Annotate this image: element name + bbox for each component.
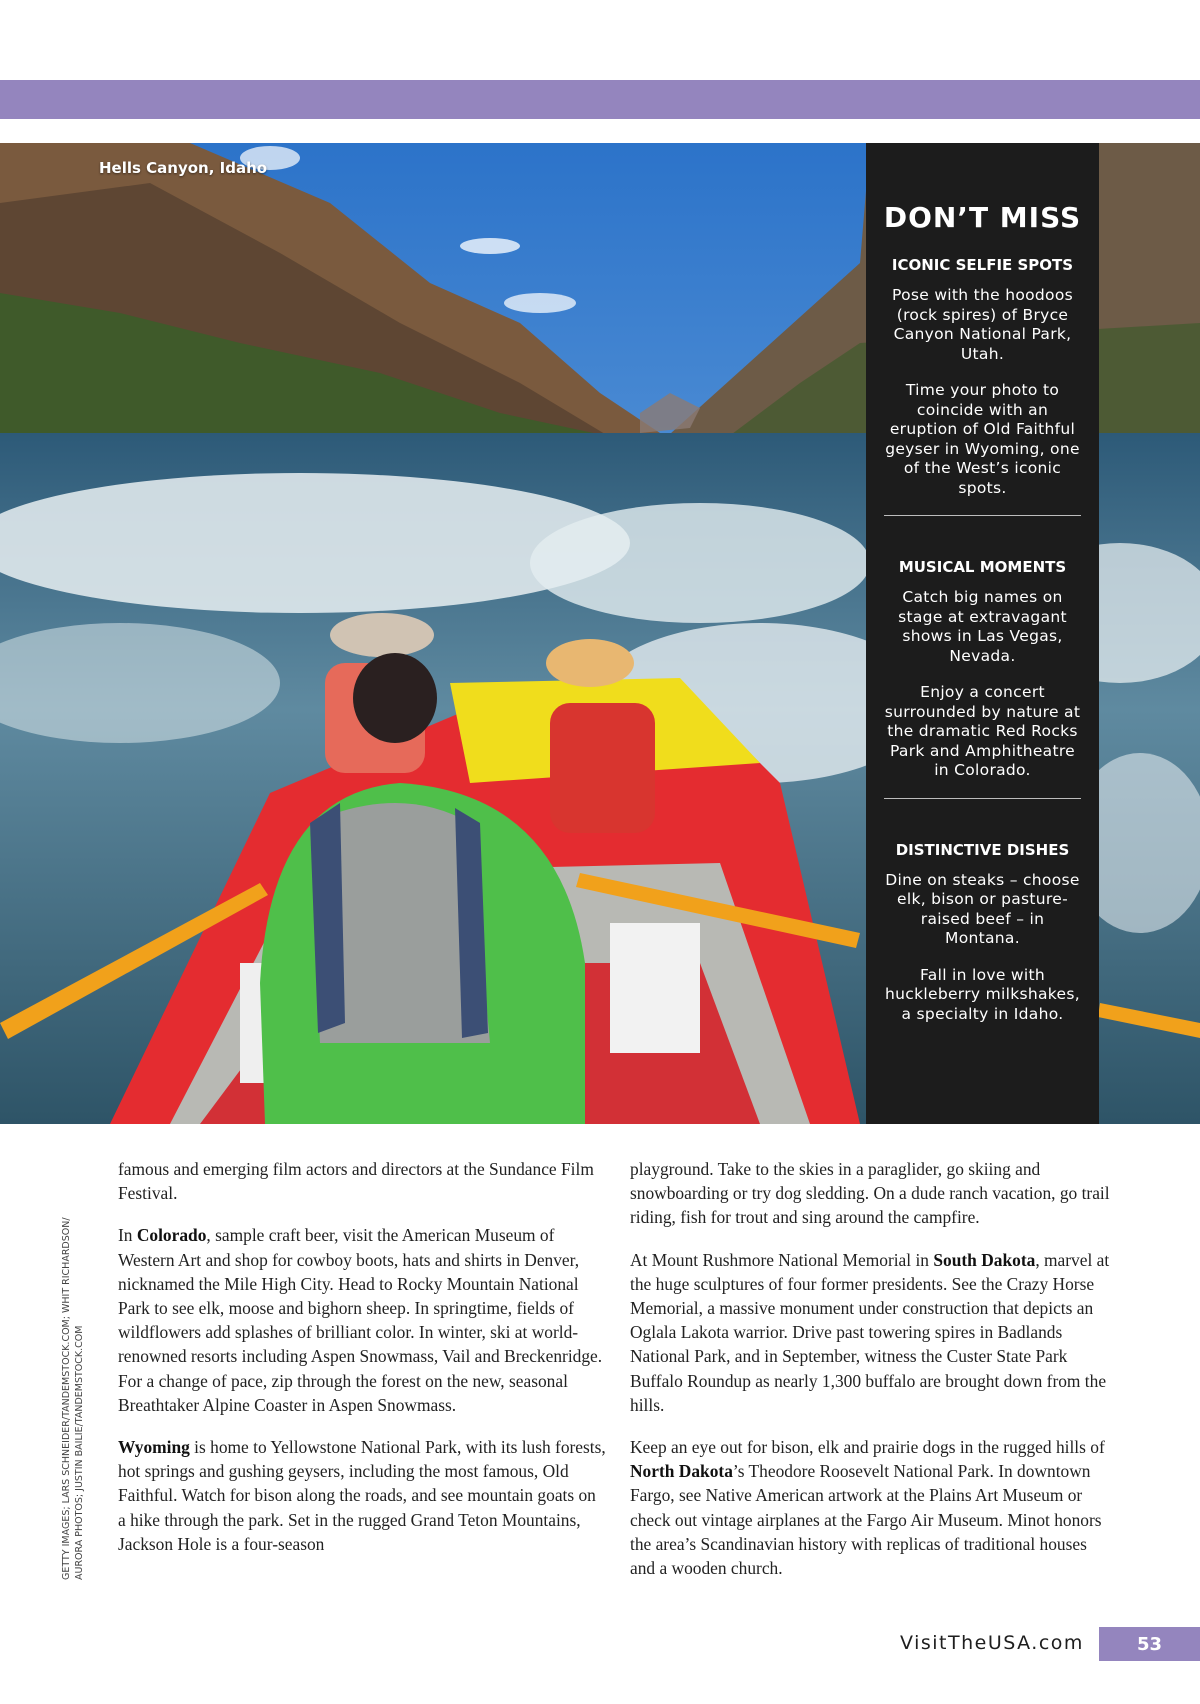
sidebar-divider [884,798,1081,799]
section-item: Dine on steaks – choose elk, bison or pasture-raised beef – in Montana. [885,870,1080,947]
paragraph: famous and emerging film actors and directors at the Sundance Film Festival. [118,1159,594,1204]
text: In [118,1225,137,1246]
header-color-band [0,80,1200,119]
text: At Mount Rushmore National Memorial in [630,1249,934,1270]
section-item: Enjoy a concert surrounded by nature at the dramatic Red Rocks Park and Amphitheatre in Colorado. [884,683,1081,779]
section-item: Time your photo to coincide with an eruption of Old Faithful geyser in Wyoming, one of the West’s iconic spots. [885,381,1080,497]
paragraph: playground. Take to the skies in a paraglider, go skiing and snowboarding or try dog sledding. On a dude ranch vacation, go trail riding, fish for trout and sing around the campfire. [630,1159,1110,1228]
text: , sample craft beer, visit the American Museum of Western Art and shop for cowboy boots, hats and shirts in Denver, nicknamed the Mile High City. Head to Rocky Mountain National Park to see elk, moose and bighorn sheep. In springtime, fields of wildflowers add splashes of brilliant color. In winter, ski at world-renowned resorts including Aspen Snowmass, Vail and Breckenridge. For a change of pace, zip through the forest on the new, seasonal Breathtaker Alpine Coaster in Aspen Snowmass. [118,1225,603,1415]
state-name: North Dakota [630,1461,733,1482]
section-item: Fall in love with huckleberry milkshakes, a specialty in Idaho. [885,965,1080,1023]
text: , marvel at the huge sculptures of four former presidents. See the Crazy Horse Memorial, a massive monument under construction that depicts an Oglala Lakota warrior. Drive past towering spires in Badlands National Park, and in September, witness the Custer State Park Buffalo Roundup as nearly 1,300 buffalo are brought down from the hills. [630,1249,1110,1415]
section-heading: MUSICAL MOMENTS [898,558,1067,576]
credit-line: GETTY IMAGES; LARS SCHNEIDER/TANDEMSTOCK.COM; WHIT RICHARDSON/ [61,1217,72,1580]
section-item: Catch big names on stage at extravagant shows in Las Vegas, Nevada. [898,588,1067,665]
text: is home to Yellowstone National Park, with its lush forests, hot springs and gushing geysers, including the most famous, Old Faithful. Watch for bison along the roads, and see mountain goats on a hike through the park. Set in the rugged Grand Teton Mountains, Jackson Hole is a four-season [118,1437,606,1554]
paragraph [118,1435,606,1556]
sidebar-section-dishes [882,841,1083,1025]
article-column-left [118,1157,606,1574]
section-heading: DISTINCTIVE DISHES [895,840,1070,859]
text: Keep an eye out for bison, elk and prairie dogs in the rugged hills of [630,1437,1105,1458]
sidebar-divider [884,515,1081,516]
section-heading: ICONIC SELFIE SPOTS [891,256,1074,274]
text: ’s Theodore Roosevelt National Park. In downtown Fargo, see Native American artwork at the Plains Art Museum or check out vintage airplanes at the Fargo Air Museum. Minot honors the area’s Scandinavian history with replicas of traditional houses and a wooden church. [630,1461,1102,1579]
paragraph [630,1248,1110,1417]
sidebar-section-selfie [882,256,1083,498]
photo-credit [60,1217,86,1580]
page-number: 53 [1099,1627,1200,1661]
paragraph [630,1435,1110,1580]
credit-line: AURORA PHOTOS; JUSTIN BAILIE/TANDEMSTOCK.COM [74,1325,85,1580]
state-name: Wyoming [118,1437,190,1458]
sidebar-title: DON’T MISS [883,201,1082,234]
article-column-right [630,1157,1110,1598]
sidebar-section-music [882,558,1083,781]
paragraph [118,1223,606,1417]
footer-website: VisitTheUSA.com [900,1632,1084,1654]
dont-miss-sidebar [866,143,1099,1124]
state-name: Colorado [136,1225,207,1246]
section-item: Pose with the hoodoos (rock spires) of Bryce Canyon National Park, Utah. [892,286,1073,363]
state-name: South Dakota [933,1249,1036,1270]
photo-caption: Hells Canyon, Idaho [99,159,268,177]
